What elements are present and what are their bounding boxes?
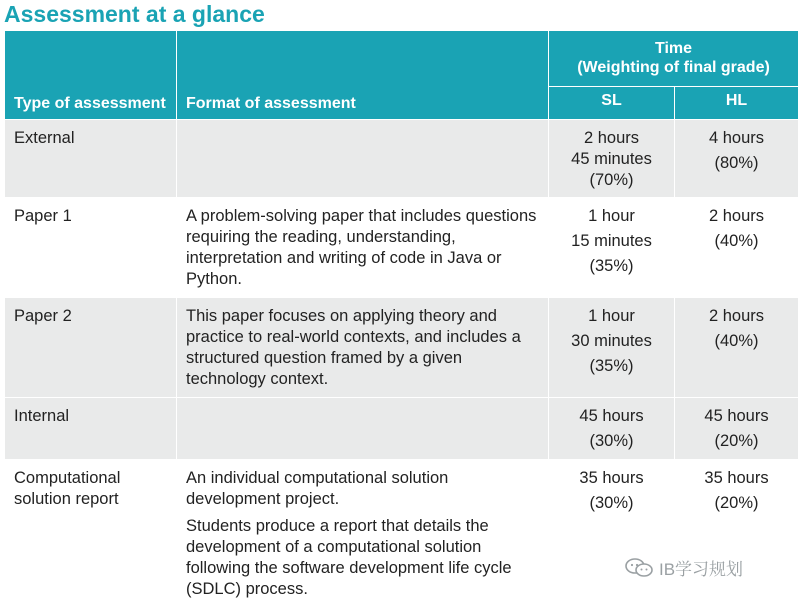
hl-weight: (40%) bbox=[714, 332, 759, 350]
hl-hours: 4 hours bbox=[708, 129, 765, 147]
row-hl bbox=[675, 460, 799, 610]
sl-weight: (30%) bbox=[589, 494, 634, 512]
hl-hours: 45 hours bbox=[704, 407, 769, 425]
row-type: Paper 2 bbox=[5, 298, 177, 398]
row-sl bbox=[549, 298, 675, 398]
row-format: This paper focuses on applying theory and practice to real-world contexts, and includes a structured question framed by a given technology context. bbox=[177, 298, 549, 398]
format-paragraph: Students produce a report that details the development of a computational solution following the software development life cycle (SDLC) process. bbox=[186, 517, 512, 598]
sl-weight: (70%) bbox=[589, 171, 634, 189]
header-type: Type of assessment bbox=[5, 31, 177, 120]
row-format bbox=[177, 460, 549, 610]
row-hl bbox=[675, 298, 799, 398]
row-hl bbox=[675, 120, 799, 198]
header-time-label: Time bbox=[654, 40, 693, 57]
row-format bbox=[177, 398, 549, 460]
row-format bbox=[177, 120, 549, 198]
sl-hours: 2 hours bbox=[583, 129, 640, 147]
format-paragraph: An individual computational solution development project. bbox=[186, 469, 449, 508]
hl-weight: (20%) bbox=[714, 432, 759, 450]
hl-weight: (20%) bbox=[714, 494, 759, 512]
row-sl bbox=[549, 120, 675, 198]
header-time bbox=[549, 31, 799, 87]
row-type: Computational solution report bbox=[5, 460, 177, 610]
row-format: A problem-solving paper that includes questions requiring the reading, understanding, interpretation and writing of code in Java or Python. bbox=[177, 198, 549, 298]
sl-hours: 45 hours bbox=[579, 407, 644, 425]
row-type: Internal bbox=[5, 398, 177, 460]
watermark bbox=[625, 555, 743, 580]
row-sl bbox=[549, 460, 675, 610]
header-sl: SL bbox=[549, 87, 675, 120]
hl-weight: (40%) bbox=[714, 232, 759, 250]
sl-weight: (35%) bbox=[589, 257, 634, 275]
watermark-text: IB学习规划 bbox=[659, 560, 744, 579]
row-sl bbox=[549, 398, 675, 460]
assessment-table bbox=[4, 30, 799, 610]
sl-hours: 1 hour bbox=[588, 207, 635, 225]
sl-weight: (35%) bbox=[589, 357, 634, 375]
row-type: Paper 1 bbox=[5, 198, 177, 298]
row-type: External bbox=[5, 120, 177, 198]
sl-minutes: 15 minutes bbox=[571, 232, 652, 250]
header-format: Format of assessment bbox=[177, 31, 549, 120]
sl-hours: 1 hour bbox=[588, 307, 635, 325]
header-hl: HL bbox=[675, 87, 799, 120]
wechat-icon bbox=[625, 558, 653, 578]
page-title: Assessment at a glance bbox=[4, 1, 265, 27]
row-sl bbox=[549, 198, 675, 298]
sl-hours: 35 hours bbox=[579, 469, 644, 487]
hl-weight: (80%) bbox=[714, 154, 759, 172]
header-weighting-label: (Weighting of final grade) bbox=[577, 59, 770, 76]
sl-minutes: 30 minutes bbox=[571, 332, 652, 350]
hl-hours: 2 hours bbox=[708, 307, 765, 325]
sl-minutes: 45 minutes bbox=[571, 150, 652, 168]
hl-hours: 35 hours bbox=[704, 469, 769, 487]
sl-weight: (30%) bbox=[589, 432, 634, 450]
row-hl bbox=[675, 198, 799, 298]
hl-hours: 2 hours bbox=[708, 207, 765, 225]
row-hl bbox=[675, 398, 799, 460]
